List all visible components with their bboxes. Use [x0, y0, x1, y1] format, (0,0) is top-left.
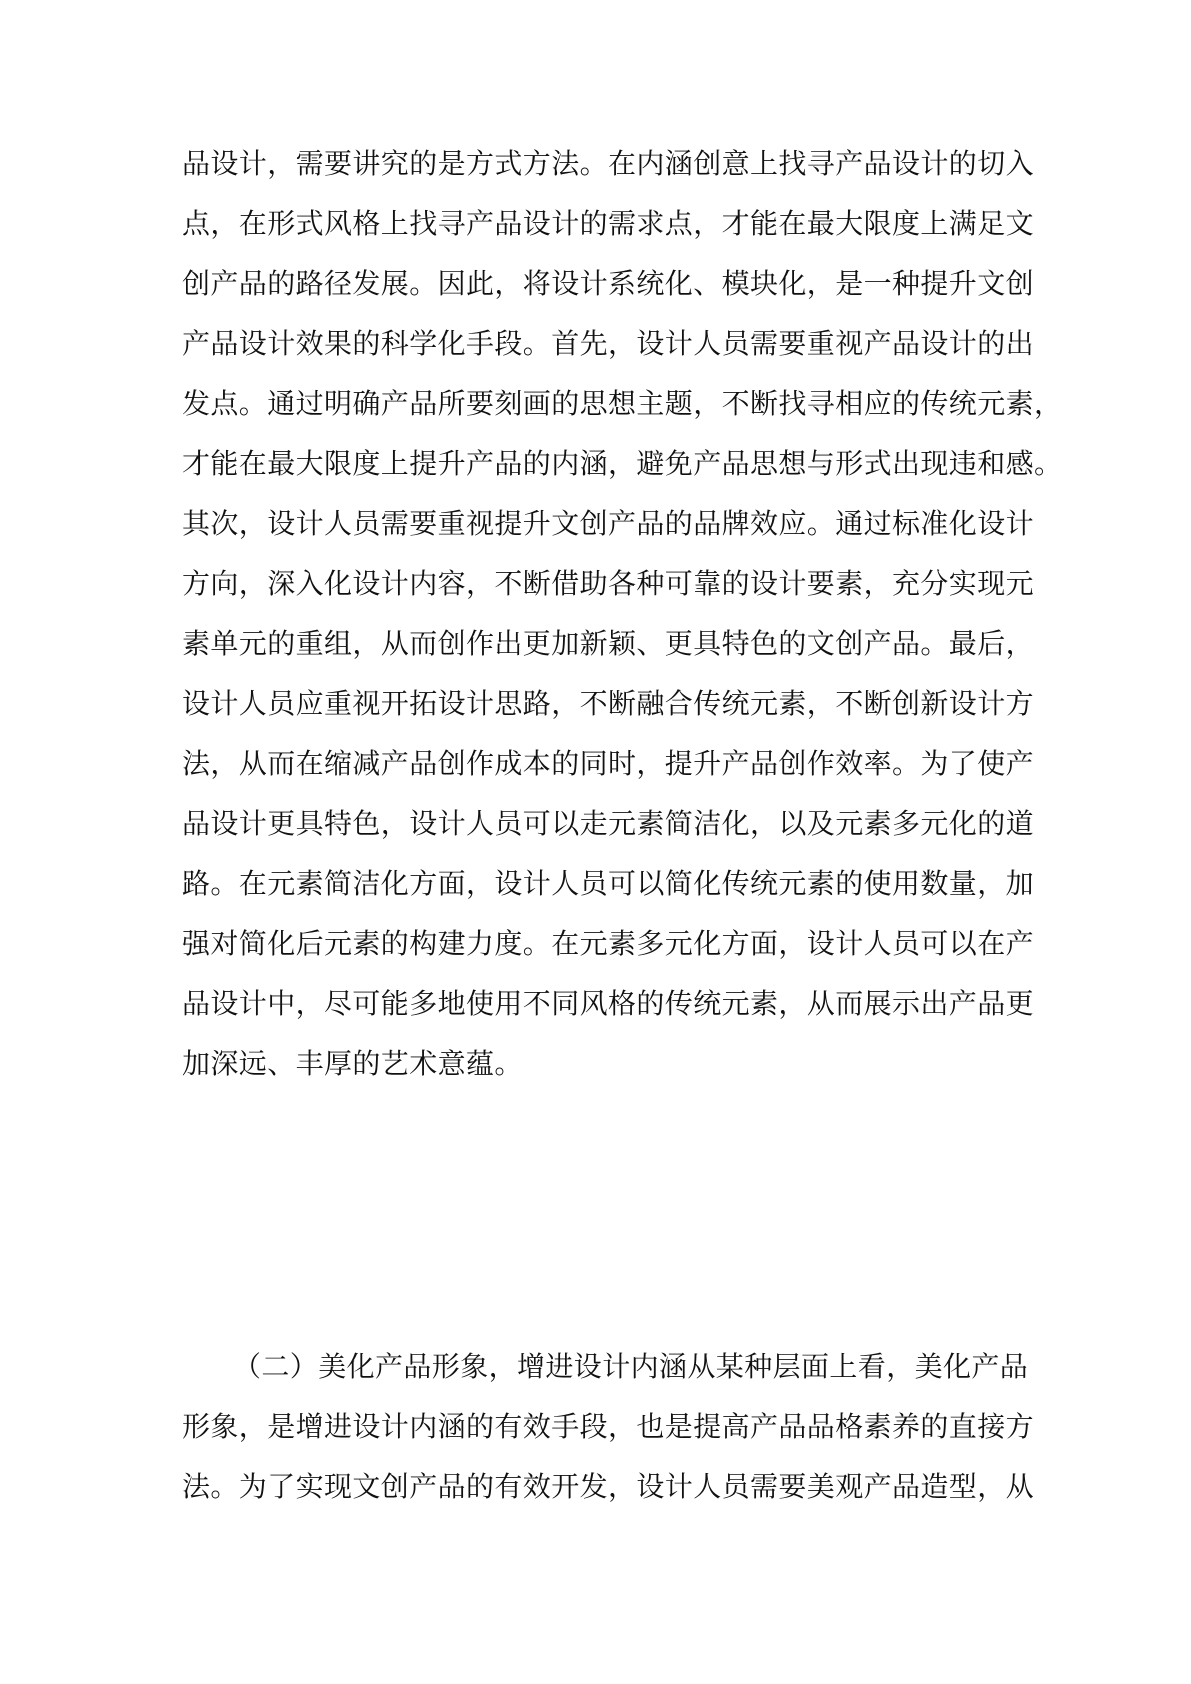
text-line: 形象，是增进设计内涵的有效手段，也是提高产品品格素养的直接方: [182, 1410, 1035, 1443]
text-line: 设计人员应重视开拓设计思路，不断融合传统元素，不断创新设计方: [182, 687, 1035, 720]
text-line: 品设计更具特色，设计人员可以走元素简洁化，以及元素多元化的道: [182, 807, 1035, 840]
text-line: 素单元的重组，从而创作出更加新颖、更具特色的文创产品。最后，: [182, 627, 1035, 660]
text-line: 点，在形式风格上找寻产品设计的需求点，才能在最大限度上满足文: [182, 207, 1035, 240]
text-line: 方向，深入化设计内容，不断借助各种可靠的设计要素，充分实现元: [182, 567, 1035, 600]
text-line: 强对简化后元素的构建力度。在元素多元化方面，设计人员可以在产: [182, 927, 1035, 960]
text-line: 发点。通过明确产品所要刻画的思想主题，不断找寻相应的传统元素，: [182, 387, 1063, 420]
text-line: 其次，设计人员需要重视提升文创产品的品牌效应。通过标准化设计: [182, 507, 1035, 540]
text-line: 品设计中，尽可能多地使用不同风格的传统元素，从而展示出产品更: [182, 987, 1035, 1020]
text-line: 才能在最大限度上提升产品的内涵，避免产品思想与形式出现违和感。: [182, 447, 1063, 480]
text-line: 创产品的路径发展。因此，将设计系统化、模块化，是一种提升文创: [182, 267, 1035, 300]
text-line: （二）美化产品形象，增进设计内涵从某种层面上看，美化产品: [233, 1350, 1029, 1383]
text-line: 产品设计效果的科学化手段。首先，设计人员需要重视产品设计的出: [182, 327, 1035, 360]
text-line: 加深远、丰厚的艺术意蕴。: [182, 1047, 523, 1080]
text-line: 路。在元素简洁化方面，设计人员可以简化传统元素的使用数量，加: [182, 867, 1035, 900]
text-line: 品设计，需要讲究的是方式方法。在内涵创意上找寻产品设计的切入: [182, 147, 1035, 180]
text-line: 法。为了实现文创产品的有效开发，设计人员需要美观产品造型，从: [182, 1470, 1035, 1503]
text-line: 法，从而在缩减产品创作成本的同时，提升产品创作效率。为了使产: [182, 747, 1035, 780]
